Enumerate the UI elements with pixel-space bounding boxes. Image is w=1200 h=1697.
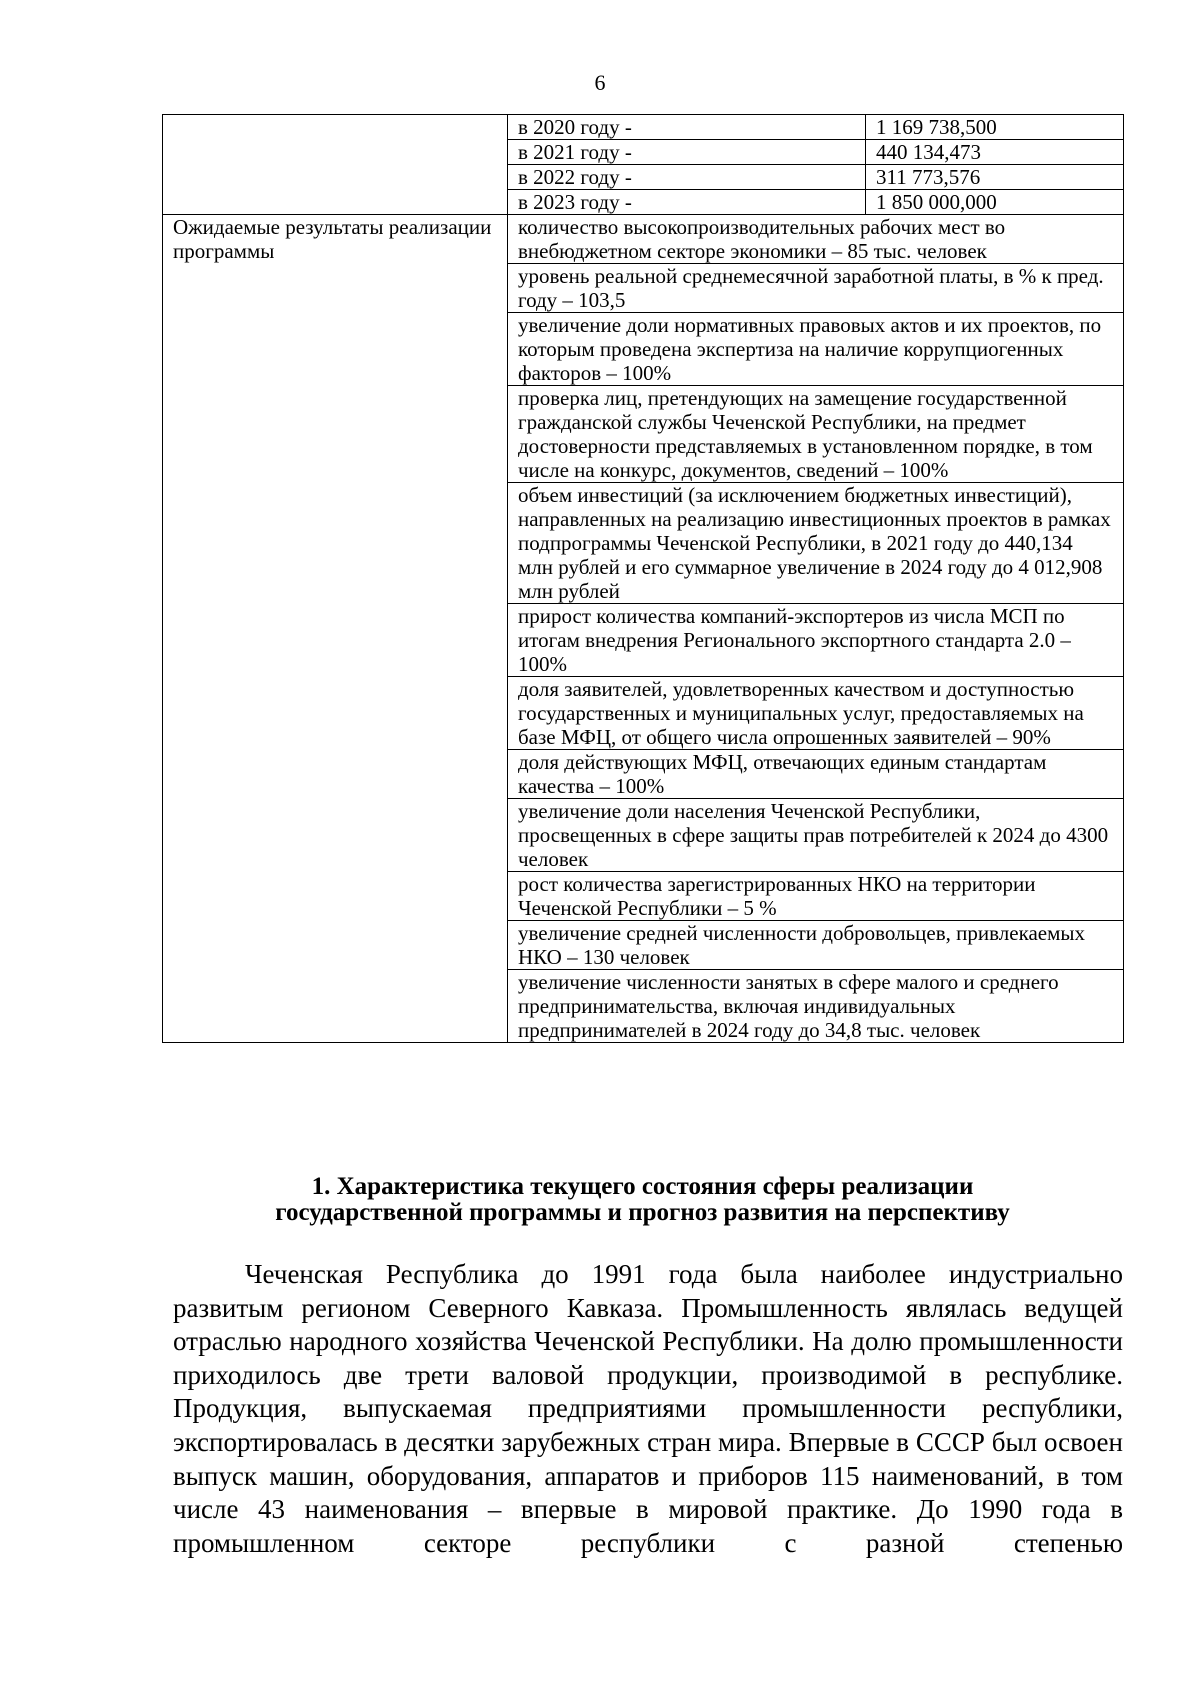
result-item: увеличение доли населения Чеченской Республики, просвещенных в сфере защиты прав потребителей к 2024 до 4300 человек	[508, 799, 1124, 872]
body-paragraph: Чеченская Республика до 1991 года была наиболее индустриально развитым регионом Северного Кавказа. Промышленность являлась ведущей отраслью народного хозяйства Чеченской Республики. На долю промышленности приходилось две трети валовой продукции, производимой в республике. Продукция, выпускаемая предприятиями промышленности республики, экспортировалась в десятки зарубежных стран мира. Впервые в СССР был освоен выпуск машин, оборудования, аппаратов и приборов 115 наименований, в том числе 43 наименования – впервые в мировой практике. До 1990 года в промышленном секторе республики с разной степенью	[173, 1259, 1123, 1558]
page-number: 6	[594, 70, 606, 95]
financing-label-cell	[163, 115, 508, 215]
result-item: количество высокопроизводительных рабочих мест во внебюджетном секторе экономики – 85 тыс. человек	[508, 215, 1124, 264]
result-item: объем инвестиций (за исключением бюджетных инвестиций), направленных на реализацию инвестиционных проектов в рамках подпрограммы Чеченской Республики, в 2021 году до 440,134 млн рублей и его суммарное увеличение в 2024 году до 4 012,908 млн рублей	[508, 483, 1124, 604]
result-item: прирост количества компаний-экспортеров из числа МСП по итогам внедрения Регионального экспортного стандарта 2.0 –100%	[508, 604, 1124, 677]
financing-row	[163, 115, 1124, 140]
financing-year: в 2020 году -	[508, 115, 866, 140]
financing-year: в 2023 году -	[508, 190, 866, 215]
result-item: доля действующих МФЦ, отвечающих единым стандартам качества – 100%	[508, 750, 1124, 799]
result-item: увеличение численности занятых в сфере малого и среднего предпринимательства, включая индивидуальных предпринимателей в 2024 году до 34,8 тыс. человек	[508, 970, 1124, 1043]
section-heading-line: государственной программы и прогноз развития на перспективу	[275, 1199, 1010, 1226]
financing-amount: 1 850 000,000	[866, 190, 1124, 215]
result-item: проверка лиц, претендующих на замещение государственной гражданской службы Чеченской Республики, на предмет достоверности представляемых в установленном порядке, в том числе на конкурс, документов, сведений – 100%	[508, 386, 1124, 483]
financing-amount: 1 169 738,500	[866, 115, 1124, 140]
result-item: увеличение средней численности добровольцев, привлекаемых НКО – 130 человек	[508, 921, 1124, 970]
section-heading	[162, 1174, 1123, 1226]
program-passport-table	[162, 114, 1124, 1043]
section-heading-line: 1. Характеристика текущего состояния сферы реализации	[311, 1173, 974, 1200]
financing-amount: 311 773,576	[866, 165, 1124, 190]
result-row	[163, 215, 1124, 264]
financing-year: в 2021 году -	[508, 140, 866, 165]
result-item: доля заявителей, удовлетворенных качеством и доступностью государственных и муниципальных услуг, предоставляемых на базе МФЦ, от общего числа опрошенных заявителей – 90%	[508, 677, 1124, 750]
financing-amount: 440 134,473	[866, 140, 1124, 165]
result-item: уровень реальной среднемесячной заработной платы, в % к пред. году – 103,5	[508, 264, 1124, 313]
expected-results-label: Ожидаемые результаты реализации программы	[163, 215, 508, 1043]
result-item: рост количества зарегистрированных НКО на территории Чеченской Республики – 5 %	[508, 872, 1124, 921]
financing-year: в 2022 году -	[508, 165, 866, 190]
result-item: увеличение доли нормативных правовых актов и их проектов, по которым проведена экспертиза на наличие коррупциогенных факторов – 100%	[508, 313, 1124, 386]
